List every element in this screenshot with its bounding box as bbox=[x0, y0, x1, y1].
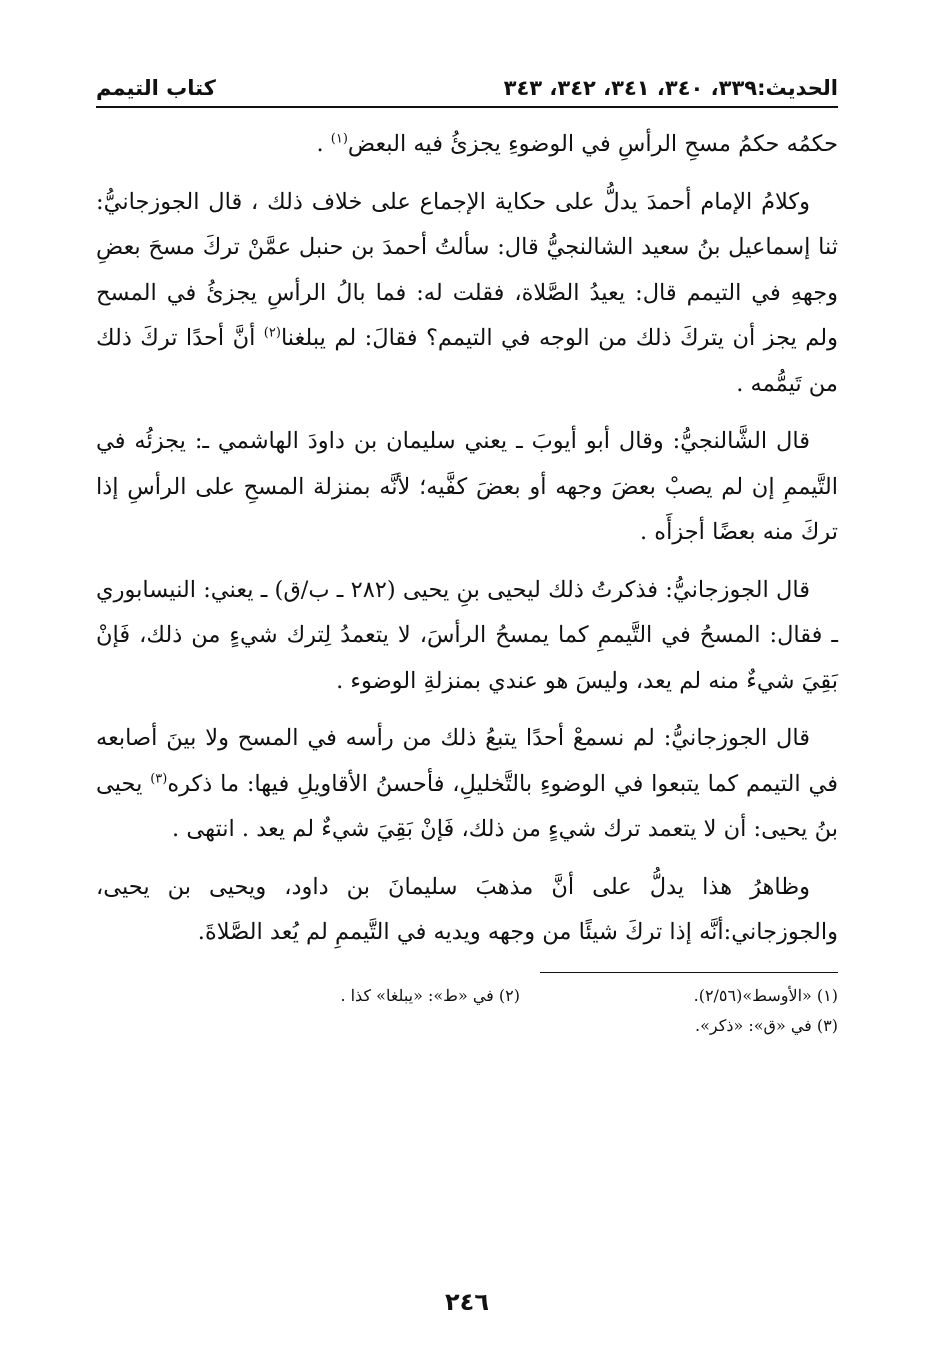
footnote-3: (٣) في «ق»: «ذكر». bbox=[695, 1015, 838, 1035]
paragraph-text: حكمُه حكمُ مسحِ الرأسِ في الوضوءِ يجزئُ فيه البعض bbox=[347, 131, 838, 157]
book-title: كتاب التيمم bbox=[96, 76, 216, 100]
main-text bbox=[96, 122, 838, 956]
page-number: ٢٤٦ bbox=[445, 1288, 489, 1316]
paragraph-text: أنَّ أحدًا تركَ ذلك من تَيمُّمه . bbox=[96, 325, 838, 397]
paragraph: حكمُه حكمُ مسحِ الرأسِ في الوضوءِ يجزئُ فيه البعض$^{(١)}$ . bbox=[316, 131, 838, 157]
footnote-marker: (٢) bbox=[263, 325, 281, 341]
paragraph bbox=[96, 180, 838, 408]
book-page bbox=[96, 70, 838, 1350]
footnotes bbox=[96, 981, 838, 1041]
footnote-marker: (٣) bbox=[150, 771, 168, 786]
paragraph-text: وكلامُ الإمام أحمدَ يدلُّ على حكاية الإجماع على خلاف ذلك ، قال الجوزجانيُّ: ثنا إسماعيل بنُ سعيد الشالنجيُّ قال: سألتُ أحمدَ بن حنبل عمَّنْ تركَ مسحَ بعضِ وجههِ في التيمم قال: يعيدُ الصَّلاة، فقلت له: فما بالُ الرأسِ يجزئُ في المسح ولم يجز أن يتركَ ذلك من الوجه في التيمم؟ فقالَ: لم يبلغنا bbox=[96, 188, 838, 351]
footnote-row bbox=[96, 1011, 838, 1041]
footnote-divider bbox=[540, 972, 838, 973]
paragraph: وظاهرُ هذا يدلُّ على أنَّ مذهبَ سليمانَ بن داود، ويحيى بن يحيى، والجوزجاني:أنَّه إذا تركَ شيئًا من وجهه ويديه في التَّيممِ لم يُعد الصَّلاةَ. bbox=[96, 873, 838, 945]
hadith-numbers: الحديث:٣٣٩، ٣٤٠، ٣٤١، ٣٤٢، ٣٤٣ bbox=[503, 76, 838, 100]
paragraph-text: قال الجوزجانيُّ: لم نسمعْ أحدًا يتبعُ ذلك من رأسه في المسح ولا بينَ أصابعه في التيمم كما يتبعوا في الوضوءِ بالتَّخليلِ، فأحسنُ الأقاويلِ فيها: ما ذكره bbox=[96, 725, 838, 797]
footnote-marker: (١) bbox=[330, 131, 348, 147]
running-header bbox=[96, 70, 838, 108]
paragraph: قال الشَّالنجيُّ: وقال أبو أيوبَ ـ يعني سليمان بن داودَ الهاشمي ـ: يجزئُه في التَّيممِ إن لم يصبْ بعضَ وجهه أو بعضَ كفَّيه؛ لأنَّه بمنزلة المسحِ على الرأسِ إذا تركَ منه بعضًا أجزأَه . bbox=[96, 428, 838, 545]
footnote-1: (١) «الأوسط»(٢/٥٦). bbox=[693, 985, 838, 1005]
paragraph-text: يحيى بنُ يحيى: أن لا يتعمد ترك شيءٍ من ذلك، فَإنْ بَقِيَ شيءٌ لم يعد . انتهى . bbox=[96, 770, 838, 842]
footnote-2: (٢) في «ط»: «يبلغا» كذا . bbox=[340, 985, 520, 1005]
paragraph bbox=[96, 716, 838, 853]
paragraph: قال الجوزجانيُّ: فذكرتُ ذلك ليحيى بنِ يحيى (٢٨٢ ـ ب/ق) ـ يعني: النيسابوري ـ فقال: المسحُ في التَّيممِ كما يمسحُ الرأسَ، لا يتعمدُ لِترك شيءٍ من ذلك، فَإنْ بَقِيَ شيءٌ منه لم يعد، وليسَ هو عندي بمنزلةِ الوضوء . bbox=[96, 576, 838, 694]
footnote-row bbox=[96, 981, 838, 1011]
